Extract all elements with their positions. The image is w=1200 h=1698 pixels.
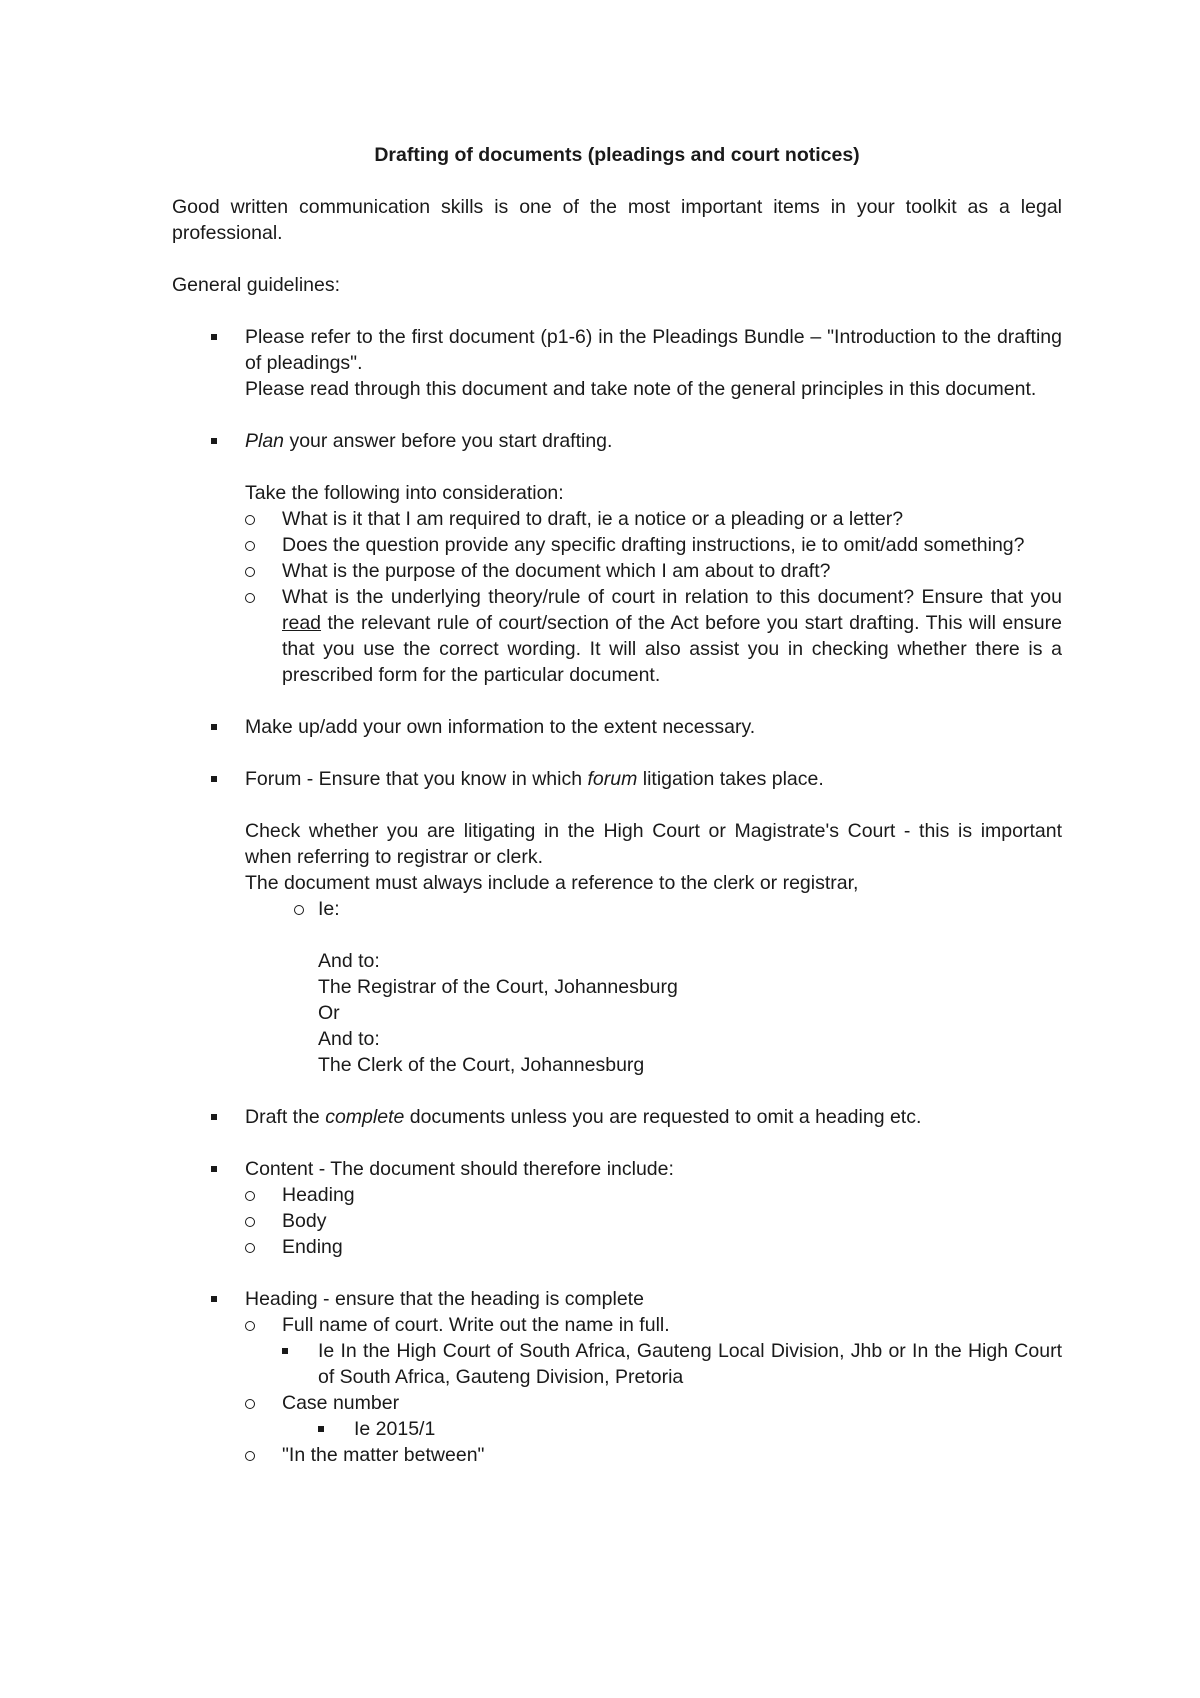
bullet-text: Content - The document should therefore include:: [245, 1158, 674, 1180]
list-item-text: [282, 584, 1062, 688]
circle-bullet-icon: [245, 506, 255, 532]
check-text: Check whether you are litigating in the High Court or Magistrate's Court - this is important when referring to registrar or clerk.: [245, 820, 1062, 868]
clerk-text: The Clerk of the Court, Johannesburg: [318, 1054, 645, 1076]
read-underlined: read: [282, 612, 322, 634]
circle-bullet-icon: [245, 558, 255, 584]
square-bullet-icon: [211, 428, 221, 444]
complete-part-a: Draft the: [245, 1106, 326, 1128]
circle-bullet-icon: [245, 1234, 255, 1260]
bullet-text: [245, 1104, 1062, 1130]
list-item: [209, 584, 1062, 688]
list-item-text: "In the matter between": [282, 1444, 485, 1466]
square-bullet-icon: [211, 324, 221, 340]
circle-bullet-icon: [245, 1208, 255, 1234]
plan-italic: Plan: [245, 430, 285, 452]
consider-text: Take the following into consideration:: [245, 482, 564, 504]
bullet-text: Please read through this document and take note of the general principles in this document.: [245, 378, 1037, 400]
plan-rest: your answer before you start drafting.: [284, 430, 613, 452]
circle-bullet-icon: [245, 584, 255, 610]
document-title: Drafting of documents (pleadings and court notices): [374, 144, 860, 166]
complete-part-b: documents unless you are requested to omit a heading etc.: [404, 1106, 922, 1128]
registrar-text: The Registrar of the Court, Johannesburg: [318, 976, 678, 998]
list-item: [209, 1208, 1062, 1234]
circle-bullet-icon: [245, 1182, 255, 1208]
list-item-text: Full name of court. Write out the name in full.: [282, 1314, 670, 1336]
list-item-text: Ending: [282, 1236, 343, 1258]
bullet-text: [245, 428, 1062, 454]
bullet-item-makeup: [172, 714, 1062, 740]
list-item: [172, 896, 1062, 922]
bullet-item-refer: [172, 324, 1062, 402]
bullet-text: Make up/add your own information to the extent necessary.: [245, 716, 756, 738]
and-to-text: And to:: [318, 1028, 380, 1050]
circle-bullet-icon: [245, 1312, 255, 1338]
ie-text: Ie:: [318, 898, 340, 920]
list-item: [209, 1338, 1062, 1390]
list-item: [209, 506, 1062, 532]
and-to-text: And to:: [318, 950, 380, 972]
forum-italic: forum: [587, 768, 638, 790]
list-item: [209, 1234, 1062, 1260]
list-item: [209, 1442, 1062, 1468]
list-item-text: Does the question provide any specific drafting instructions, ie to omit/add something?: [282, 534, 1025, 556]
bullet-item-content: [172, 1156, 1062, 1182]
or-text: Or: [318, 1002, 340, 1024]
circle-bullet-icon: [294, 896, 304, 922]
list-item: [209, 1390, 1062, 1416]
address-block: [160, 948, 1062, 1078]
list-item-text: What is the purpose of the document which I am about to draft?: [282, 560, 831, 582]
list-item-text: Heading: [282, 1184, 355, 1206]
list-item: [209, 1182, 1062, 1208]
consider-block: [172, 480, 1062, 506]
square-bullet-icon: [211, 1104, 221, 1120]
list-item: [209, 1312, 1062, 1338]
list-item-text: Ie 2015/1: [354, 1418, 436, 1440]
forum-part-b: litigation takes place.: [637, 768, 824, 790]
bullet-text: [245, 766, 1062, 792]
list-item: [209, 558, 1062, 584]
bullet-item-plan: [172, 428, 1062, 454]
list-item-text: Body: [282, 1210, 327, 1232]
list-item-text: Case number: [282, 1392, 400, 1414]
complete-italic: complete: [325, 1106, 405, 1128]
q4-part-a: What is the underlying theory/rule of court in relation to this document? Ensure that you: [282, 586, 1062, 608]
bullet-text: Please refer to the first document (p1-6) in the Pleadings Bundle – "Introduction to the drafting of pleadings".: [245, 326, 1062, 374]
square-bullet-icon: [211, 1286, 221, 1302]
circle-bullet-icon: [245, 1390, 255, 1416]
square-bullet-icon: [318, 1416, 324, 1432]
list-item-text: What is it that I am required to draft, ie a notice or a pleading or a letter?: [282, 508, 904, 530]
q4-part-b: the relevant rule of court/section of the Act before you start drafting. This will ensure that you use the correct wording. It will also assist you in checking whether there is a prescribed form for the particular document.: [282, 612, 1062, 686]
circle-bullet-icon: [245, 532, 255, 558]
bullet-text: Heading - ensure that the heading is complete: [245, 1288, 644, 1310]
bullet-item-complete: [172, 1104, 1062, 1130]
forum-part-a: Forum - Ensure that you know in which: [245, 768, 588, 790]
circle-bullet-icon: [245, 1442, 255, 1468]
document-page: [172, 142, 1062, 1468]
list-item: [209, 1416, 1062, 1442]
forum-details: [172, 818, 1062, 896]
must-text: The document must always include a reference to the clerk or registrar,: [245, 872, 859, 894]
square-bullet-icon: [282, 1338, 288, 1354]
bullet-item-heading: [172, 1286, 1062, 1312]
guidelines-heading: General guidelines:: [172, 274, 341, 296]
list-item: [209, 532, 1062, 558]
intro-paragraph: Good written communication skills is one of the most important items in your toolkit as a legal professional.: [172, 196, 1062, 244]
bullet-item-forum: [172, 766, 1062, 792]
list-item-text: Ie In the High Court of South Africa, Gauteng Local Division, Jhb or In the High Court of South Africa, Gauteng Division, Pretoria: [318, 1340, 1062, 1388]
square-bullet-icon: [211, 714, 221, 730]
square-bullet-icon: [211, 1156, 221, 1172]
square-bullet-icon: [211, 766, 221, 782]
